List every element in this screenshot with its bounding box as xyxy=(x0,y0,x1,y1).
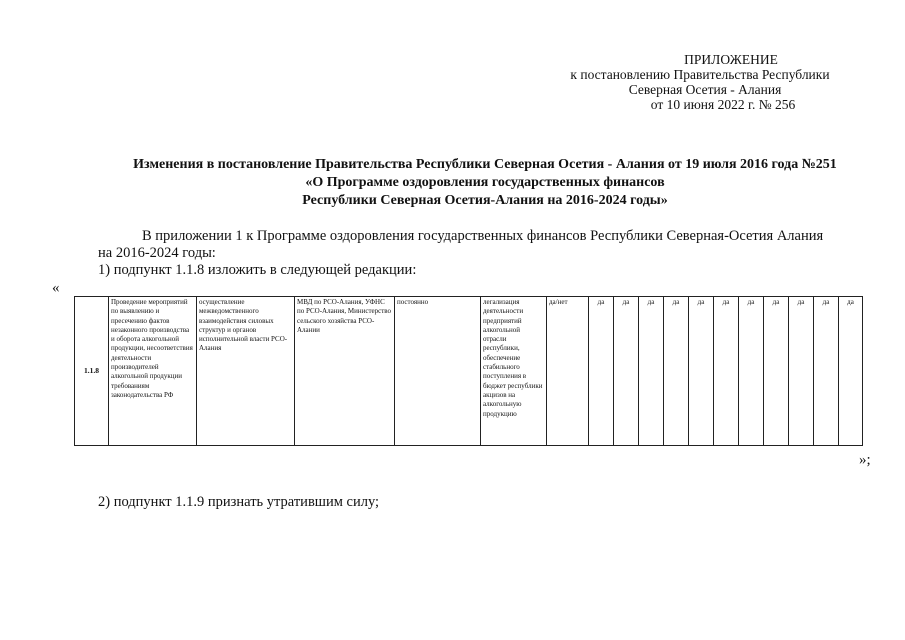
cell-year-5: да xyxy=(689,297,714,446)
appendix-header xyxy=(520,52,880,112)
appendix-line-resolution: к постановлению Правительства Республики xyxy=(570,67,830,82)
cell-indicator: да/нет xyxy=(547,297,589,446)
cell-number: 1.1.8 xyxy=(75,297,109,446)
cell-year-1: да xyxy=(589,297,614,446)
cell-year-3: да xyxy=(639,297,664,446)
title-line-1: Изменения в постановление Правительства Республики Северная Осетия - Алания от 19 июля 2016 года №251 xyxy=(133,157,837,172)
appendix-line-date: от 10 июня 2022 г. № 256 xyxy=(650,97,796,112)
appendix-title: ПРИЛОЖЕНИЕ xyxy=(684,52,778,67)
intro-paragraph xyxy=(98,228,868,279)
opening-quote: « xyxy=(52,280,60,296)
appendix-line-region: Северная Осетия - Алания xyxy=(628,82,782,97)
cell-measure: Проведение мероприятий по выявлению и пресечению фактов незаконного производства и оборота алкогольной продукции, несоответствия деятельности производителей алкогольной продукции требованиям законодательства РФ xyxy=(109,297,197,446)
amendment-table xyxy=(74,296,863,446)
title-line-3: Республики Северная Осетия-Алания на 2016-2024 годы» xyxy=(302,193,668,208)
item-2-text: 2) подпункт 1.1.9 признать утратившим силу; xyxy=(98,494,380,510)
intro-line-1: В приложении 1 к Программе оздоровления государственных финансов Республики Северная-Осетия Алания xyxy=(142,228,824,244)
cell-year-11: да xyxy=(839,297,863,446)
table-row xyxy=(75,297,863,446)
cell-year-4: да xyxy=(664,297,689,446)
cell-mechanism: осуществление межведомственного взаимодействия силовых структур и органов исполнительной власти РСО-Алания xyxy=(197,297,295,446)
document-title xyxy=(70,156,900,210)
item-1-text: 1) подпункт 1.1.8 изложить в следующей редакции: xyxy=(98,262,417,278)
intro-line-2: на 2016-2024 годы: xyxy=(98,245,216,261)
closing-quote: »; xyxy=(859,452,871,468)
cell-result: легализация деятельности предприятий алкогольной отрасли республики, обеспечение стабильного поступления в бюджет республики акцизов на алкогольную продукцию xyxy=(481,297,547,446)
cell-year-10: да xyxy=(814,297,839,446)
cell-year-9: да xyxy=(789,297,814,446)
cell-year-7: да xyxy=(739,297,764,446)
title-line-2: «О Программе оздоровления государственных финансов xyxy=(305,175,665,190)
cell-year-8: да xyxy=(764,297,789,446)
cell-period: постоянно xyxy=(395,297,481,446)
cell-year-6: да xyxy=(714,297,739,446)
cell-year-2: да xyxy=(614,297,639,446)
cell-executors: МВД по РСО-Алания, УФНС по РСО-Алания, Министерство сельского хозяйства РСО-Алании xyxy=(295,297,395,446)
